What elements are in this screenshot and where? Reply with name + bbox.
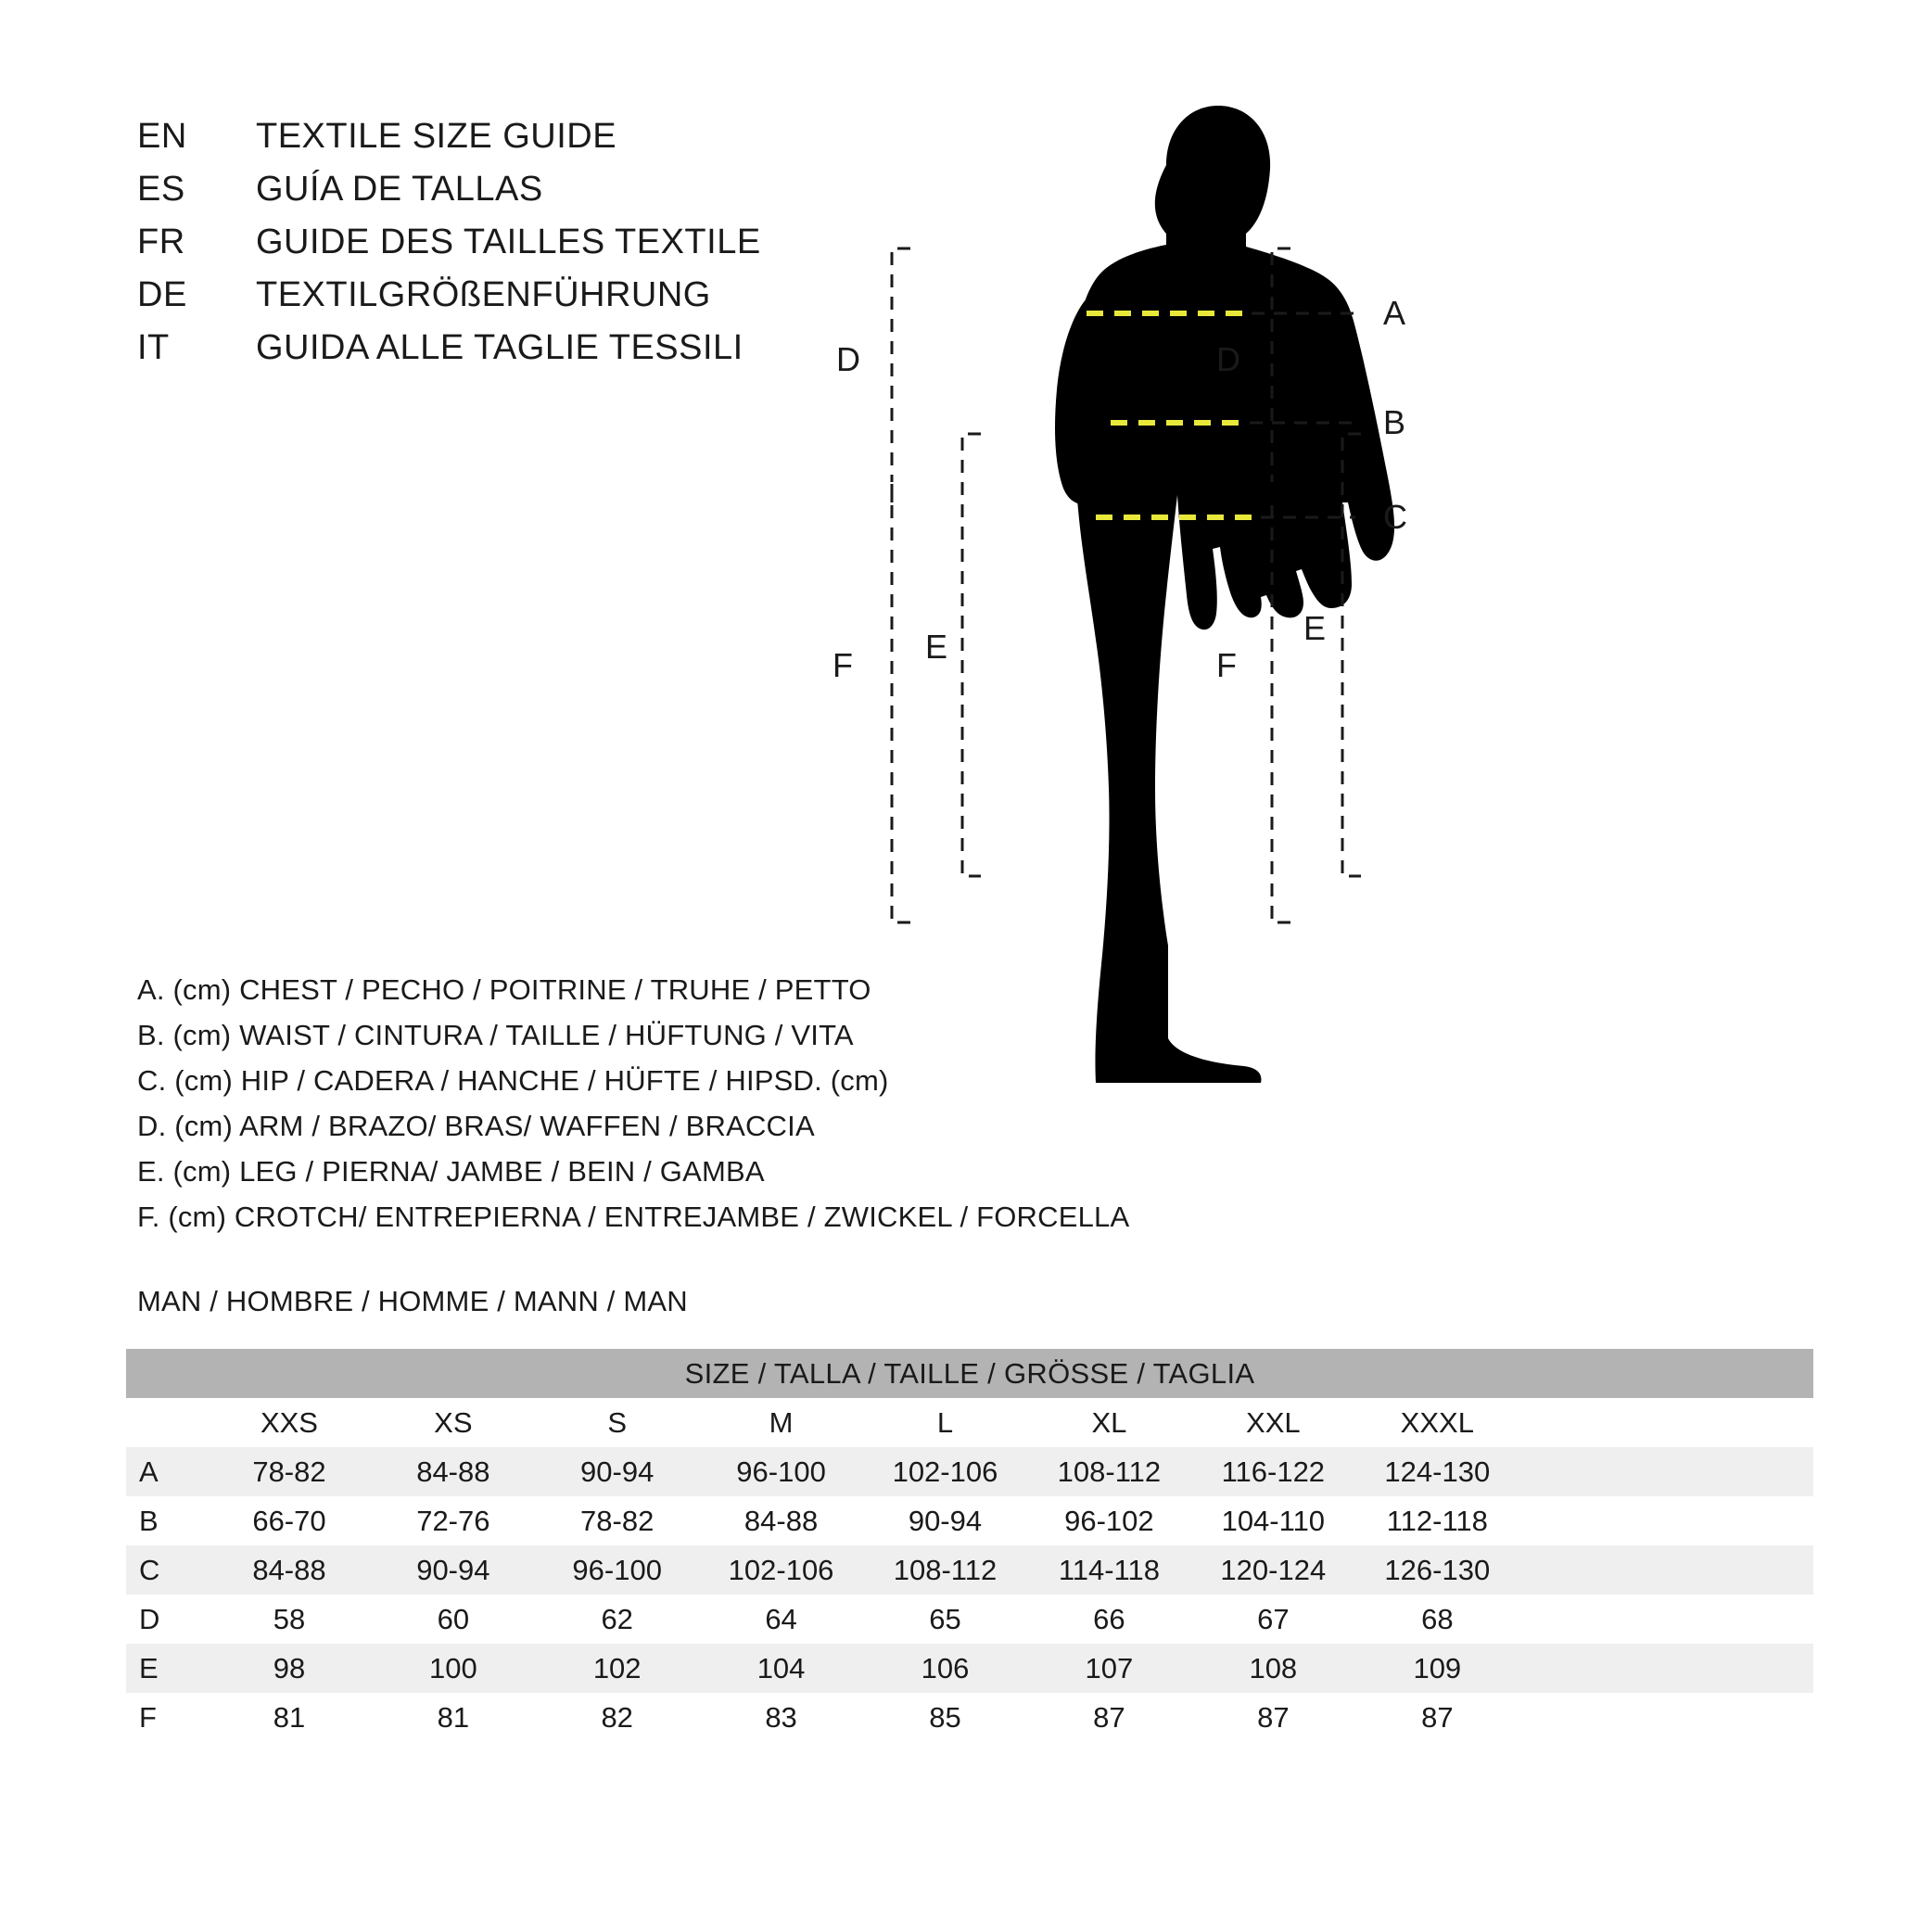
cell: 60 (437, 1602, 470, 1635)
callout-label-d: D (836, 340, 860, 378)
size-header-s: S (607, 1405, 628, 1439)
cell: 83 (765, 1700, 797, 1734)
language-code: ES (137, 170, 185, 209)
row-label: F (139, 1700, 157, 1734)
callout-label-f: F (833, 646, 853, 684)
cell: 108-112 (893, 1553, 998, 1586)
table-header-label: SIZE / TALLA / TAILLE / GRÖSSE / TAGLIA (684, 1356, 1255, 1390)
bracket-f (1272, 248, 1290, 922)
table-row (126, 1693, 1813, 1742)
cell: 108-112 (1057, 1455, 1162, 1488)
table-row (126, 1595, 1813, 1644)
cell: 104 (756, 1651, 806, 1684)
language-title-block (137, 117, 761, 381)
cell: 67 (1257, 1602, 1290, 1635)
size-header-xl: XL (1091, 1405, 1127, 1439)
row-label: E (139, 1651, 159, 1684)
legend-item-e: E. (cm) LEG / PIERNA/ JAMBE / BEIN / GAMBA (137, 1155, 765, 1188)
cell: 102-106 (728, 1553, 834, 1586)
bracket-e (962, 434, 981, 876)
size-header-l: L (936, 1405, 954, 1439)
cell: 90-94 (580, 1455, 655, 1488)
cell: 87 (1093, 1700, 1125, 1734)
table-row (126, 1644, 1813, 1693)
size-header-xxs: XXS (260, 1405, 318, 1439)
cell: 87 (1257, 1700, 1290, 1734)
language-title: TEXTILE SIZE GUIDE (256, 117, 617, 156)
spacer-cell (1519, 1447, 1813, 1496)
cell: 62 (601, 1602, 633, 1635)
spacer-cell (1519, 1545, 1813, 1595)
size-header-m: M (769, 1405, 794, 1439)
bracket-e-outer (1342, 434, 1361, 876)
legend-block (137, 973, 1129, 1246)
cell: 109 (1413, 1651, 1462, 1684)
cell: 112-118 (1386, 1504, 1488, 1537)
table-row (126, 1447, 1813, 1496)
spacer-cell (1519, 1644, 1813, 1693)
legend-item-a: A. (cm) CHEST / PECHO / POITRINE / TRUHE / PETTO (137, 973, 871, 1006)
cell: 64 (765, 1602, 797, 1635)
cell: 65 (929, 1602, 961, 1635)
bracket-label-d: D (1216, 340, 1240, 378)
size-table-wrapper (126, 1349, 1813, 1742)
cell: 82 (601, 1700, 633, 1734)
size-header-xs: XS (434, 1405, 473, 1439)
cell: 78-82 (252, 1455, 326, 1488)
table-size-header-row (126, 1398, 1813, 1447)
legend-item-b: B. (cm) WAIST / CINTURA / TAILLE / HÜFTUNG / VITA (137, 1019, 854, 1051)
cell: 68 (1421, 1602, 1454, 1635)
bracket-label-f: F (1216, 646, 1237, 684)
language-row (137, 117, 761, 170)
language-title: TEXTILGRÖßENFÜHRUNG (256, 275, 711, 314)
cell: 84-88 (416, 1455, 490, 1488)
language-title: GUÍA DE TALLAS (256, 170, 543, 209)
legend-item-c: C. (cm) HIP / CADERA / HANCHE / HÜFTE / HIPSD. (cm) (137, 1064, 889, 1097)
language-title: GUIDA ALLE TAGLIE TESSILI (256, 328, 744, 367)
cell: 87 (1421, 1700, 1454, 1734)
cell: 81 (437, 1700, 470, 1734)
spacer-cell (1519, 1693, 1813, 1742)
cell: 84-88 (744, 1504, 819, 1537)
spacer-cell (1519, 1496, 1813, 1545)
callout-label-a: A (1383, 294, 1406, 332)
cell: 100 (428, 1651, 477, 1684)
language-code: FR (137, 222, 185, 261)
cell: 96-100 (736, 1455, 826, 1488)
table-row (126, 1496, 1813, 1545)
cell: 72-76 (416, 1504, 490, 1537)
corner-cell (126, 1398, 208, 1447)
gender-label: MAN / HOMBRE / HOMME / MANN / MAN (137, 1285, 688, 1317)
table-header-banner (126, 1349, 1813, 1398)
row-label: B (139, 1504, 159, 1537)
size-header-xxxl: XXXL (1400, 1405, 1474, 1439)
language-title: GUIDE DES TAILLES TEXTILE (256, 222, 761, 261)
cell: 66-70 (252, 1504, 326, 1537)
cell: 84-88 (252, 1553, 326, 1586)
cell: 116-122 (1221, 1455, 1326, 1488)
cell: 90-94 (416, 1553, 490, 1586)
cell: 106 (921, 1651, 970, 1684)
callout-label-b: B (1383, 403, 1406, 441)
size-header-xxl: XXL (1246, 1405, 1301, 1439)
cell: 107 (1085, 1651, 1134, 1684)
bracket-d (892, 248, 910, 922)
cell: 78-82 (580, 1504, 655, 1537)
cell: 104-110 (1221, 1504, 1326, 1537)
legend-item-d: D. (cm) ARM / BRAZO/ BRAS/ WAFFEN / BRACCIA (137, 1110, 815, 1142)
cell: 81 (273, 1700, 306, 1734)
callout-label-c: C (1383, 498, 1407, 536)
language-code: IT (137, 328, 170, 367)
table-row (126, 1545, 1813, 1595)
cell: 66 (1093, 1602, 1125, 1635)
language-row (137, 222, 761, 275)
spacer-cell (1519, 1595, 1813, 1644)
cell: 114-118 (1058, 1553, 1160, 1586)
cell: 108 (1249, 1651, 1298, 1684)
cell: 124-130 (1384, 1455, 1491, 1488)
cell: 120-124 (1220, 1553, 1327, 1586)
legend-item-f: F. (cm) CROTCH/ ENTREPIERNA / ENTREJAMBE / ZWICKEL / FORCELLA (137, 1201, 1130, 1233)
bracket-label-e: E (1303, 609, 1327, 647)
cell: 96-100 (572, 1553, 662, 1586)
size-table (126, 1349, 1813, 1742)
cell: 96-102 (1064, 1504, 1154, 1537)
row-label: D (139, 1602, 160, 1635)
spacer-cell (1519, 1398, 1813, 1447)
language-code: DE (137, 275, 187, 314)
language-row (137, 328, 761, 381)
cell: 126-130 (1384, 1553, 1491, 1586)
cell: 58 (273, 1602, 306, 1635)
cell: 102-106 (892, 1455, 998, 1488)
language-row (137, 170, 761, 222)
cell: 98 (273, 1651, 306, 1684)
language-code: EN (137, 117, 187, 156)
row-label: C (139, 1553, 160, 1586)
cell: 90-94 (908, 1504, 983, 1537)
cell: 102 (592, 1651, 642, 1684)
callout-label-e: E (925, 628, 948, 666)
language-row (137, 275, 761, 328)
cell: 85 (929, 1700, 961, 1734)
row-label: A (139, 1455, 159, 1488)
